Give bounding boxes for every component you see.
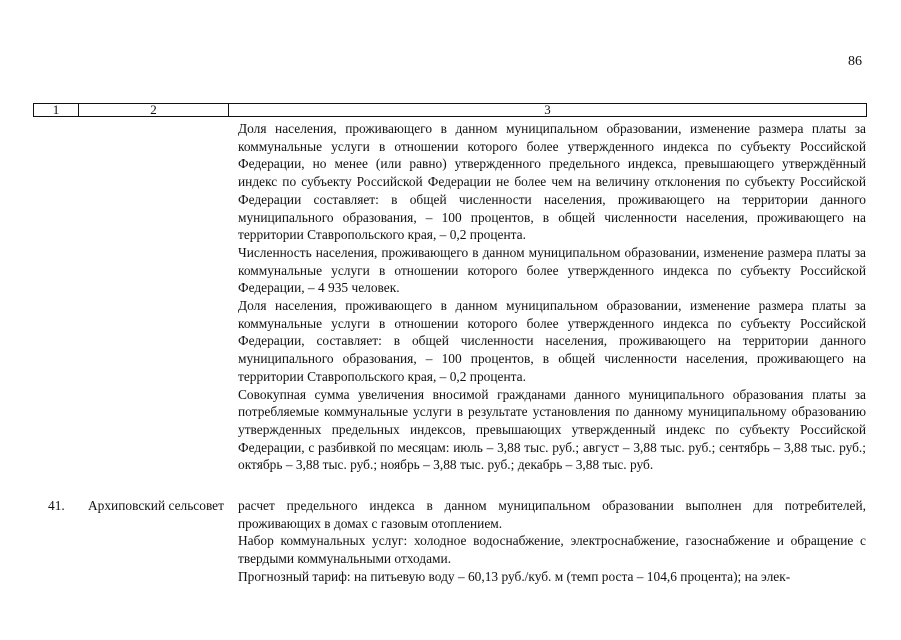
content-block-continued [238, 120, 866, 474]
table-header-col-1: 1 [34, 104, 79, 116]
paragraph: Совокупная сумма увеличения вносимой гражданами данного муниципального образования платы за потребляемые коммунальные услуги в результате установления по данному муниципальному образованию утвержденных предельных индексов, превышающих утвержденный индекс по субъекту Российской Федерации, с разбивкой по месяцам: июль – 3,88 тыс. руб.; август – 3,88 тыс. руб.; сентябрь – 3,88 тыс. руб.; октябрь – 3,88 тыс. руб.; ноябрь – 3,88 тыс. руб.; декабрь – 3,88 тыс. руб. [238, 386, 866, 473]
paragraph: Прогнозный тариф: на питьевую воду – 60,13 руб./куб. м (темп роста – 104,6 процента); на элек- [238, 568, 791, 584]
row-content [238, 497, 866, 586]
table-header-col-2: 2 [79, 104, 229, 116]
paragraph: Численность населения, проживающего в данном муниципальном образовании, изменение размера платы за коммунальные услуги в отношении которого более утвержденного индекса по субъекту Российской Федерации, – 4 935 человек. [238, 244, 866, 296]
paragraph: расчет предельного индекса в данном муниципальном образовании выполнен для потребителей, проживающих в домах с газовым отоплением. [238, 498, 866, 531]
table-header-col-3: 3 [544, 102, 551, 117]
table-header-row [33, 103, 867, 117]
paragraph: Доля населения, проживающего в данном муниципальном образовании, изменение размера платы за коммунальные услуги в отношении которого более утвержденного индекса по субъекту Российской Федерации, составляет: в общей численности населения, проживающего на территории данного муниципального образования, – 100 процентов, в общей численности населения, проживающего на территории Ставропольского края, – 0,2 процента. [238, 298, 866, 384]
paragraph: Доля населения, проживающего в данном муниципальном образовании, изменение размера платы за коммунальные услуги в отношении которого более утвержденного индекса по субъекту Российской Федерации, но менее (или равно) утвержденного предельного индекса, превышающего утверждённый индекс по субъекту Российской Федерации не более чем на величину отклонения по субъекту Российской Федерации составляет: в общей численности населения, проживающего на территории данного муниципального образования, – 100 процентов, в общей численности населения, проживающего на территории Ставропольского края, – 0,2 процента. [238, 121, 866, 243]
page-number: 86 [848, 54, 862, 69]
paragraph: Набор коммунальных услуг: холодное водоснабжение, электроснабжение, газоснабжение и обращение с твердыми коммунальными отходами. [238, 533, 866, 567]
row-municipality-name: Архиповский сельсовет [88, 498, 224, 513]
row-number: 41. [48, 498, 65, 513]
